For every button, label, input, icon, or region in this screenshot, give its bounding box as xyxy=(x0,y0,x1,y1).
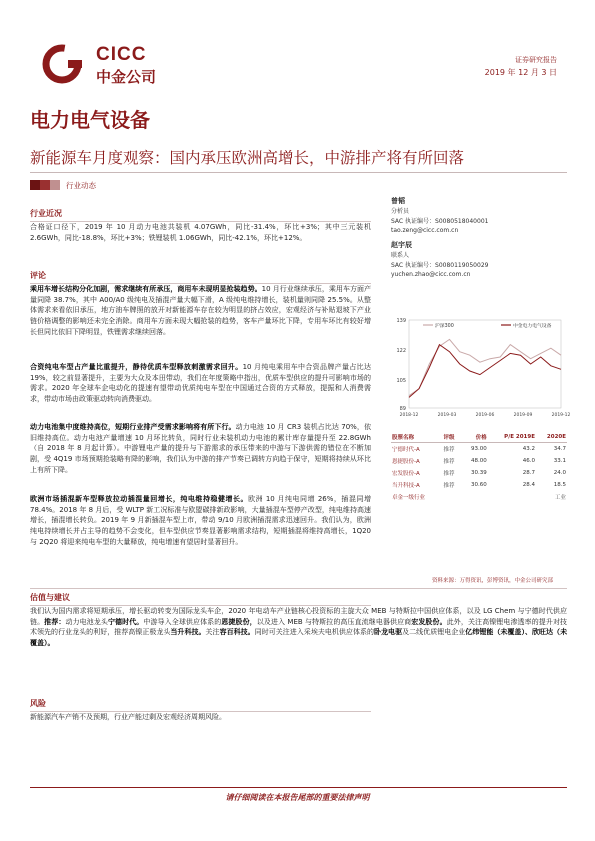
tag-color-bar xyxy=(30,180,62,190)
sector-title: 电力电气设备 xyxy=(30,108,150,132)
legend-label: 沪深300 xyxy=(435,324,454,329)
stock-price: 30.60 xyxy=(470,482,487,488)
stock-name[interactable]: 卓金一级行业 xyxy=(392,495,426,501)
tag-block xyxy=(40,180,50,190)
cicc-emblem-icon xyxy=(40,42,90,86)
paragraph-body: 10 月行业继续承压，乘用车方面产量同降 38.7%，其中 A00/A0 级纯电及插混产量大幅下滑，A 级纯电维持增长，装机量则同降 25.5%。从整体需求来看依旧承压，地方油车牌照的放开对新能源车存在较为明显的挤占效应，宏观经济与补贴退坡下产业链价格调整的影响还未完全消除。商用车方面未现大幅抢装的趋势，客车产量环比下降，专用车环比有较好增长但同比依旧下降明显，铁锂需求继续回落。 xyxy=(30,285,371,336)
stock-name[interactable]: 当升科技-A xyxy=(392,483,420,489)
stock-price: 93.00 xyxy=(470,446,487,452)
review-paragraph-2 xyxy=(30,362,371,405)
table-row xyxy=(391,479,567,491)
review-paragraph-4 xyxy=(30,494,371,547)
review-paragraph-1 xyxy=(30,284,371,337)
ratings-header-row xyxy=(391,432,567,443)
analyst-sac: SAC 执证编号：S0080119050029 xyxy=(391,261,489,269)
section-heading-risk: 风险 xyxy=(30,698,371,712)
paragraph-body: 欧洲 10 月纯电同增 26%，插混同增 78.4%。2018 年 8 月后，受 WLTP 新工况标准与欧盟碳排新政影响，大量插混车型停产改型，纯电维持高速增长，插混增长转负。2019 年 9 月新插混车型上市，带动 9/10 月欧洲插混需求迅速回升。我们认为，欧洲纯电持续增长并占主导的趋势不会变化，但车型供应节奏显著影响需求结构，短期插混将维持高增长，1Q20 与 2Q20 将迎来纯电车型的大量释放，纯电增速有望居时显著回升。 xyxy=(30,495,371,546)
pe-2019e xyxy=(488,491,536,503)
report-title: 新能源车月度观察：国内承压欧洲高增长，中游排产将有所回落 xyxy=(30,149,465,167)
footer-divider xyxy=(30,787,567,788)
analyst-1 xyxy=(391,196,567,236)
valuation-text: 此外，关注高镍锂电渗透率的提升对技术领先的行业龙头的利好，推荐高镍正极龙头 xyxy=(30,617,568,637)
brand-name-en: CICC xyxy=(96,44,147,65)
report-type: 证券研究报告 xyxy=(515,56,557,64)
pe-2020e: 34.7 xyxy=(553,446,566,452)
paragraph-lead: 欧洲市场插混新车型释放拉动插混量回增长，纯电维持稳健增长。 xyxy=(30,495,249,503)
analyst-sac: SAC 执证编号：S0080518040001 xyxy=(391,217,489,225)
valuation-text: 以及进入 MEB 与特斯拉的高压直流继电器供应商 xyxy=(256,617,412,626)
valuation-text: 同时可关注进入采埃夫电机供应体系的 xyxy=(254,628,375,637)
series-line-1 xyxy=(409,339,561,395)
column-header: 2020E xyxy=(536,432,567,443)
valuation-text: 我们认为国内需求将短期承压，增长驱动转变为国际龙头车企，2020 年电动车产业链核心投资标的主旋大众 MEB 与特斯拉中国供应体系，以及 LG Chem 与宁德时代供应链。 xyxy=(30,607,567,626)
x-tick-label: 2019-06 xyxy=(475,413,495,418)
valuation-text: 关注 xyxy=(205,628,220,637)
series-line-2 xyxy=(409,345,561,398)
ratings-table xyxy=(391,432,567,503)
valuation-emphasis: 宁德时代。 xyxy=(107,617,144,626)
tag-block xyxy=(30,180,40,190)
section-heading-overview: 行业近况 xyxy=(30,208,371,222)
valuation-emphasis: 推荐： xyxy=(44,617,66,626)
pe-2020e: 18.5 xyxy=(553,482,566,488)
valuation-emphasis: 当升科技。 xyxy=(170,628,206,637)
valuation-text: 中游导入全球供应体系的 xyxy=(143,617,222,626)
y-tick-label: 122 xyxy=(396,347,406,354)
stock-rating: 推荐 xyxy=(443,459,455,465)
valuation-paragraph xyxy=(30,606,567,649)
analyst-name: 曾韬 xyxy=(391,197,405,205)
x-tick-label: 2019-12 xyxy=(551,413,571,418)
plot-frame xyxy=(409,320,561,408)
report-tag: 行业动态 xyxy=(66,181,96,190)
pe-2019e: 46.0 xyxy=(522,458,535,464)
stock-rating: 推荐 xyxy=(443,447,455,453)
analyst-panel xyxy=(391,196,567,284)
pe-label: P/E xyxy=(504,434,514,440)
stock-rating: 推荐 xyxy=(443,483,455,489)
column-header: 评级 xyxy=(443,432,462,443)
pe-2019e: 43.2 xyxy=(522,446,535,452)
stock-name[interactable]: 宁德时代-A xyxy=(392,447,420,453)
stock-name[interactable]: 宏发股份-A xyxy=(392,471,420,477)
legal-disclaimer[interactable]: 请仔细阅读在本报告尾部的重要法律声明 xyxy=(225,793,370,802)
analyst-2 xyxy=(391,240,567,280)
paragraph-lead: 动力电池集中度维持高位，短期行业排产受需求影响将有所下行。 xyxy=(30,423,236,431)
column-header: 价格 xyxy=(462,432,488,443)
pe-2019e: 28.4 xyxy=(522,482,535,488)
tag-block xyxy=(50,180,60,190)
stock-rating: 推荐 xyxy=(443,471,455,477)
paragraph-body: 动力电池 10 月 CR3 装机占比达 70%，依旧维持高位。动力电池产量增速 10 月环比转负，同时行业未装机动力电池的累计库存量提升至 22.8GWh（自 2018 年 8 月起计算）。中游锂电产量的提升与下游需求的承压带来的中游与下游供需的错位在不断加剧，受 4Q19 市场预期抢装略有降的影响，我们认为中游的排产节奏已调转方向趋于保守，短期将持续从环比上有所下降。 xyxy=(30,423,372,474)
analyst-role: 联系人 xyxy=(391,252,410,260)
analyst-name: 赵宇辰 xyxy=(391,240,412,249)
cicc-logo xyxy=(40,38,170,88)
table-row xyxy=(391,467,567,479)
section-divider xyxy=(30,588,567,589)
table-row xyxy=(391,443,567,456)
valuation-emphasis: 宏发股份。 xyxy=(411,617,447,626)
stock-rating xyxy=(443,491,462,503)
y-tick-label: 105 xyxy=(396,377,406,384)
column-header xyxy=(488,432,536,443)
x-tick-label: 2019-03 xyxy=(437,413,457,418)
stock-price: 48.00 xyxy=(470,458,487,464)
column-header-year: 2019E xyxy=(515,434,535,440)
brand-name-cn: 中金公司 xyxy=(96,68,157,86)
paragraph-lead: 合资纯电车型占产量比重提升，静待优质车型释放刺激需求回升。 xyxy=(30,363,243,371)
performance-chart xyxy=(391,310,571,428)
pe-2020e: 24.0 xyxy=(553,470,566,476)
x-tick-label: 2018-12 xyxy=(399,413,419,418)
risk-paragraph: 新能源汽车产销不及预期，行业产能过剩及宏观经济周期风险。 xyxy=(30,713,226,721)
valuation-emphasis: 亿纬锂能（未覆盖）、欣旺达（未覆盖）。 xyxy=(30,628,568,647)
stock-name[interactable]: 恩捷股份-A xyxy=(392,459,420,465)
review-paragraph-3 xyxy=(30,422,371,475)
stock-price: 30.39 xyxy=(470,470,487,476)
industry-label: 工业 xyxy=(554,495,566,501)
table-row xyxy=(391,455,567,467)
table-row xyxy=(391,491,567,503)
pe-2020e: 33.1 xyxy=(553,458,566,464)
valuation-text: 动力电池龙头 xyxy=(65,617,108,626)
legend-label: 中金电力电气设备 xyxy=(513,324,552,329)
overview-paragraph: 合格证口径下，2019 年 10 月动力电池共装机 4.07GWh，同比-31.4%，环比+3%；其中三元装机 2.6GWh，同比-18.8%，环比+3%；铁锂装机 1.06GWh，同比-42.1%，环比+12%。 xyxy=(30,223,371,242)
stock-price xyxy=(462,491,488,503)
pe-2019e: 28.7 xyxy=(522,470,535,476)
valuation-text: 及二线优质锂电企业 xyxy=(402,628,466,637)
column-header: 股票名称 xyxy=(391,432,443,443)
y-tick-label: 139 xyxy=(396,318,406,324)
analyst-role: 分析员 xyxy=(391,208,410,216)
x-tick-label: 2019-09 xyxy=(513,413,533,418)
paragraph-body: 10 月纯电乘用车中合资品牌产量占比达 19%，较之前显著提升，主要为大众及本田带动，我们在年度策略中指出，优质车型供应的提升可影响市场的需求。2020 年全球车企电动化的提速有望带动优质纯电车型在中国通过合资的方式释放，提振和人消费需求，带动市场由政策驱动转向消费驱动。 xyxy=(30,363,371,403)
section-heading-valuation: 估值与建议 xyxy=(30,592,371,606)
section-heading-review: 评论 xyxy=(30,270,371,284)
paragraph-lead: 乘用车增长结构分化加剧，需求继续有所承压，商用车未现明显抢装趋势。 xyxy=(30,285,262,293)
valuation-emphasis: 卧龙电驱 xyxy=(374,628,403,637)
analyst-email[interactable]: tao.zeng@cicc.com.cn xyxy=(391,227,459,235)
title-divider xyxy=(30,172,567,173)
report-date: 2019 年 12 月 3 日 xyxy=(484,68,557,77)
valuation-emphasis: 容百科技。 xyxy=(219,628,255,637)
analyst-email[interactable]: yuchen.zhao@cicc.com.cn xyxy=(391,271,471,279)
y-tick-label: 89 xyxy=(399,406,406,412)
valuation-emphasis: 恩捷股份， xyxy=(221,617,257,626)
source-note: 资料来源：万得资讯，彭博资讯，中金公司研究部 xyxy=(432,578,554,584)
